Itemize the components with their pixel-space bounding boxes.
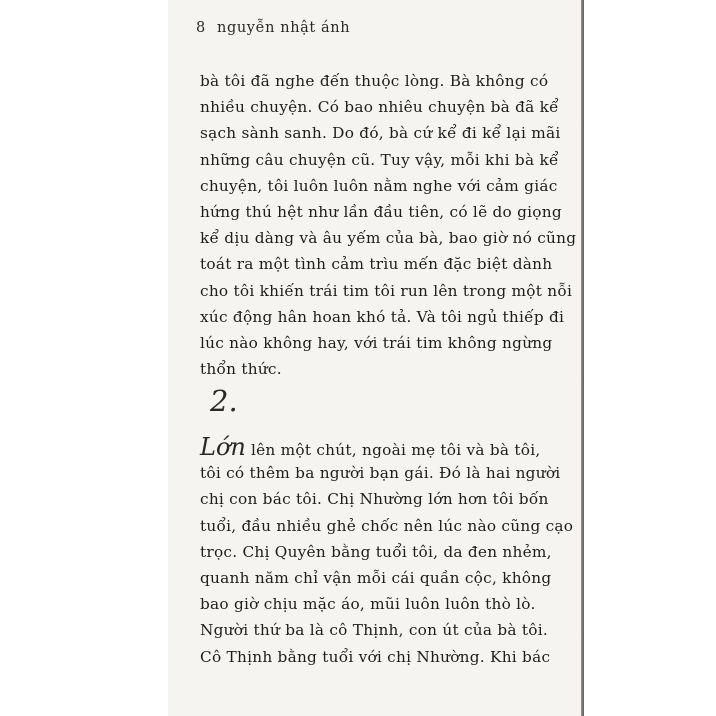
text-line: trọc. Chị Quyên bằng tuổi tôi, da đen nhẻm, bbox=[200, 542, 552, 561]
text-line: kể dịu dàng và âu yếm của bà, bao giờ nó cũng bbox=[200, 229, 577, 248]
text-line: cho tôi khiến trái tim tôi run lên trong một nỗi bbox=[200, 281, 573, 300]
text-line: bao giờ chịu mặc áo, mũi luôn luôn thò lò. bbox=[200, 595, 536, 614]
text-line-first bbox=[200, 434, 560, 460]
text-line: toát ra một tình cảm trìu mến đặc biệt dành bbox=[200, 255, 553, 274]
page-number: 8 bbox=[196, 20, 206, 36]
text-line: chị con bác tôi. Chị Nhường lớn hơn tôi bốn bbox=[200, 490, 549, 509]
section-number: 2. bbox=[210, 384, 238, 418]
text-line: thổn thức. bbox=[200, 360, 282, 379]
text-line: xúc động hân hoan khó tả. Và tôi ngủ thiếp đi bbox=[200, 307, 565, 326]
text-line: nhiều chuyện. Có bao nhiêu chuyện bà đã kể bbox=[200, 98, 559, 117]
text-line: tôi có thêm ba người bạn gái. Đó là hai người bbox=[200, 464, 561, 483]
author-name: nguyễn nhật ánh bbox=[217, 20, 351, 36]
page-edge-shadow bbox=[581, 0, 584, 716]
first-line-rest: lên một chút, ngoài mẹ tôi và bà tôi, bbox=[245, 441, 541, 459]
running-header bbox=[196, 20, 350, 36]
text-line: Người thứ ba là cô Thịnh, con út của bà tôi. bbox=[200, 621, 549, 640]
text-line: sạch sành sanh. Do đó, bà cứ kể đi kể lại mãi bbox=[200, 124, 561, 143]
text-line: hứng thú hệt như lần đầu tiên, có lẽ do giọng bbox=[200, 202, 562, 221]
text-line: Cô Thịnh bằng tuổi với chị Nhường. Khi bác bbox=[200, 647, 551, 666]
drop-word: Lớn bbox=[200, 433, 246, 461]
text-line: những câu chuyện cũ. Tuy vậy, mỗi khi bà kể bbox=[200, 150, 559, 169]
text-line: chuyện, tôi luôn luôn nằm nghe với cảm giác bbox=[200, 176, 558, 195]
text-line: lúc nào không hay, với trái tim không ngừng bbox=[200, 333, 553, 352]
text-line: tuổi, đầu nhiều ghẻ chốc nên lúc nào cũng cạo bbox=[200, 516, 574, 535]
paragraph-2 bbox=[200, 433, 574, 670]
paragraph-1 bbox=[200, 68, 577, 382]
text-line: quanh năm chỉ vận mỗi cái quần cộc, không bbox=[200, 568, 552, 587]
text-line: bà tôi đã nghe đến thuộc lòng. Bà không có bbox=[200, 72, 549, 90]
